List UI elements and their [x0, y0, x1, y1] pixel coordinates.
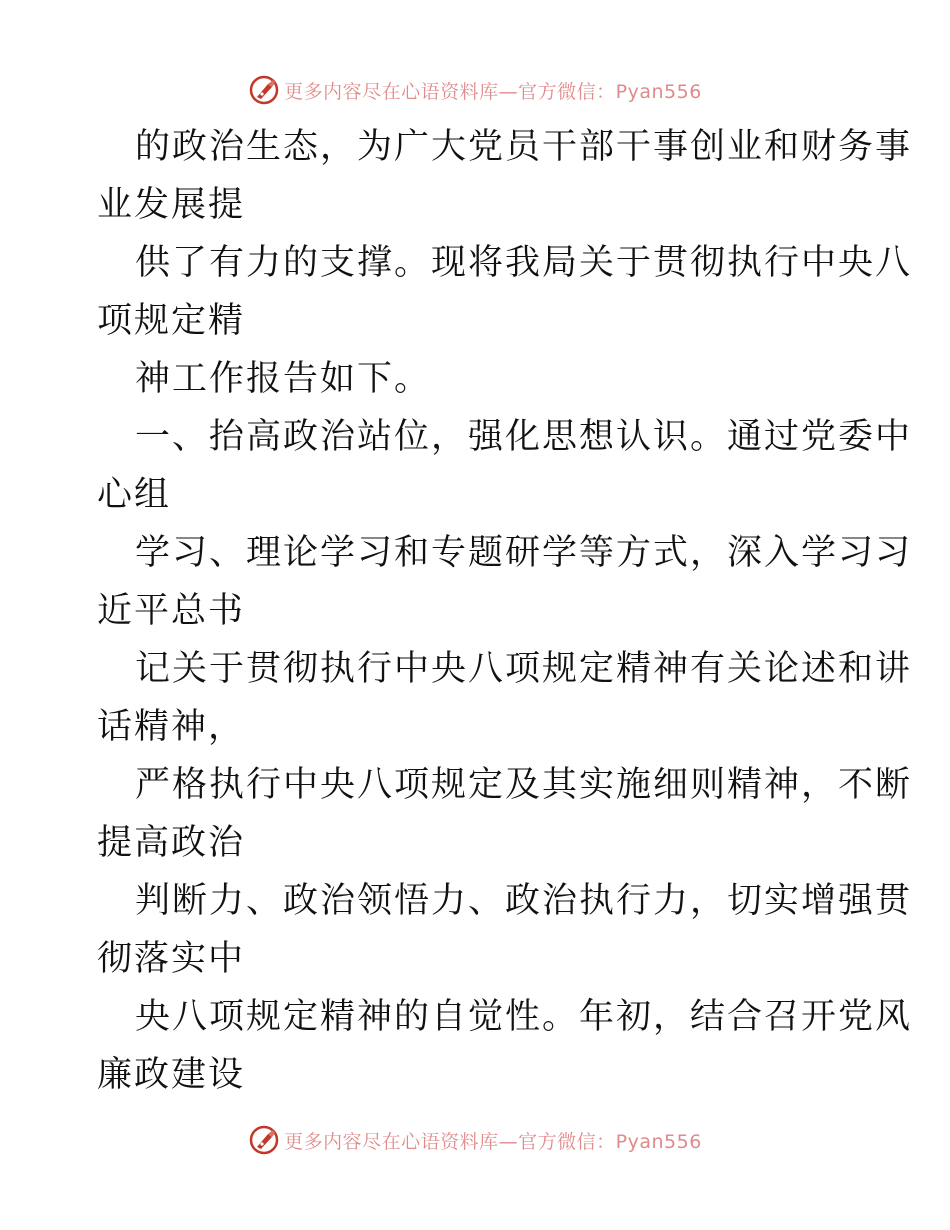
footer-watermark-text: 更多内容尽在心语资料库—官方微信：Pyan556: [284, 1130, 702, 1153]
document-body: [97, 118, 913, 1104]
text-line: 廉政建设: [97, 1055, 246, 1095]
text-line: 央八项规定精神的自觉性。年初，结合召开党风: [135, 997, 913, 1037]
text-line: 业发展提: [97, 185, 246, 225]
text-line: 彻落实中: [97, 939, 246, 979]
text-line: 学习、理论学习和专题研学等方式，深入学习习: [135, 533, 913, 573]
text-line: 话精神，: [97, 707, 246, 747]
pen-nib-circle-icon: [248, 74, 280, 106]
text-line: 提高政治: [97, 823, 246, 863]
text-line: 近平总书: [97, 591, 246, 631]
text-line: 一、抬高政治站位，强化思想认识。通过党委中: [135, 417, 913, 457]
footer-watermark-banner: [0, 1120, 950, 1160]
header-watermark-text: 更多内容尽在心语资料库—官方微信：Pyan556: [284, 80, 702, 103]
text-line: 严格执行中央八项规定及其实施细则精神，不断: [135, 765, 913, 805]
text-line: 的政治生态，为广大党员干部干事创业和财务事: [135, 127, 913, 167]
text-line: 心组: [97, 475, 172, 515]
text-line: 判断力、政治领悟力、政治执行力，切实增强贯: [135, 881, 913, 921]
text-line: 神工作报告如下。: [135, 359, 432, 399]
text-line: 项规定精: [97, 301, 246, 341]
header-watermark-banner: [0, 70, 950, 110]
text-line: 供了有力的支撑。现将我局关于贯彻执行中央八: [135, 243, 913, 283]
pen-nib-circle-icon: [248, 1124, 280, 1156]
text-line: 记关于贯彻执行中央八项规定精神有关论述和讲: [135, 649, 913, 689]
